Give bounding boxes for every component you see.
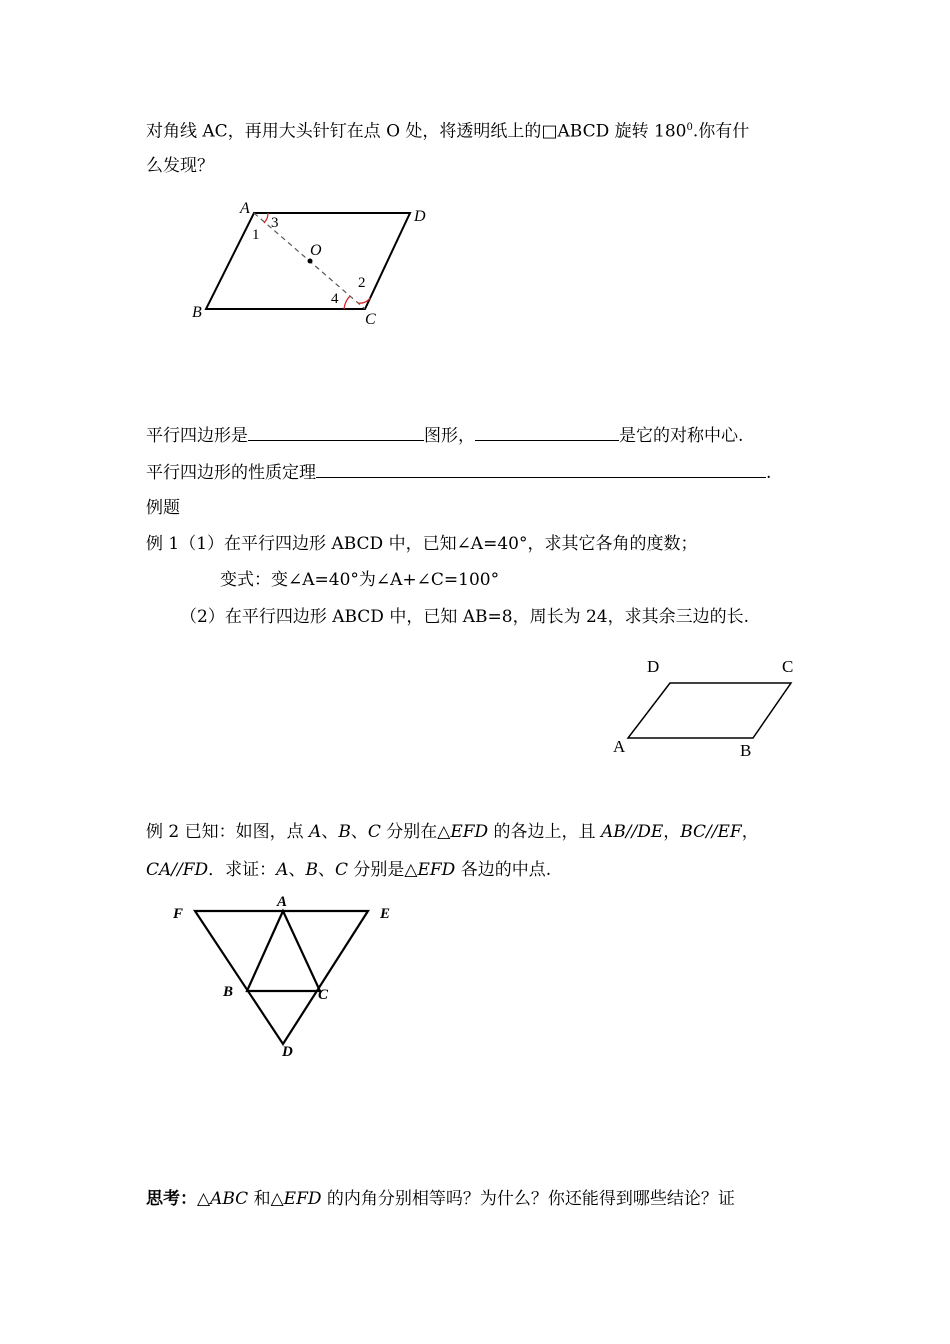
intro-line-1 [146, 116, 749, 144]
triangle-abc-outline [247, 911, 320, 991]
label-c-3: C [318, 987, 329, 1003]
ex2-ca-parallel-fd: CA//FD [146, 860, 209, 880]
example-1-part-1: 例 1（1）在平行四边形 ABCD 中，已知∠A=40°，求其它各角的度数； [146, 534, 698, 554]
think-text-2: 和△ [248, 1189, 284, 1209]
ex2-point-c: C [367, 822, 381, 842]
ex2-point-b-2: B [305, 860, 318, 880]
intro-text-b: ABCD 旋转 180 [557, 121, 687, 142]
answer-blank-figure-type[interactable] [248, 422, 424, 441]
ex2-text-6: ．求证： [208, 860, 277, 880]
ex2-point-a: A [309, 822, 322, 842]
parallelogram-outline-2 [628, 683, 791, 738]
parallelogram-symbol: □ [541, 121, 558, 142]
fill-text-1a: 平行四边形是 [146, 426, 248, 446]
ex2-triangle-efd-2: EFD [417, 860, 456, 880]
ex2-triangle-efd: EFD [450, 822, 489, 842]
angle-label-3: 3 [271, 215, 279, 231]
examples-heading: 例题 [146, 498, 180, 518]
intro-line-2: 么发现？ [146, 156, 214, 176]
ex2-sep-3: 、 [288, 860, 306, 880]
ex2-text-3: 的各边上，且 [488, 822, 601, 842]
think-label: 思考： [146, 1189, 197, 1209]
label-d-3: D [282, 1044, 293, 1060]
ex2-text-7: 分别是△ [347, 860, 418, 880]
think-triangle-efd: EFD [283, 1189, 322, 1209]
label-c: C [365, 311, 376, 328]
ex2-text-1: 例 2 已知：如图，点 [146, 822, 310, 842]
label-f-3: F [173, 906, 184, 922]
ex2-sep-1: 、 [321, 822, 339, 842]
example-1-part-2: （2）在平行四边形 ABCD 中，已知 AB=8，周长为 24，求其余三边的长. [180, 607, 750, 627]
answer-blank-property-theorem[interactable] [316, 459, 766, 478]
angle-label-1: 1 [252, 227, 260, 243]
ex2-text-2: 分别在△ [380, 822, 451, 842]
figure-parallelogram-abcd-rotation [180, 195, 450, 330]
triangle-efd-outline [195, 911, 368, 1044]
think-text-3: 的内角分别相等吗？为什么？你还能得到哪些结论？证 [321, 1189, 735, 1209]
label-a: A [240, 200, 250, 217]
fill-text-1c: 是它的对称中心. [619, 426, 744, 446]
fill-text-1b: 图形， [424, 426, 475, 446]
intro-text-a: 对角线 AC，再用大头针钉在点 O 处，将透明纸上的 [146, 121, 542, 142]
think-text-1: △ [197, 1189, 211, 1209]
example-2-line-1 [146, 820, 759, 844]
ex2-bc-parallel-ef: BC//EF [680, 822, 742, 842]
degree-superscript: 0 [686, 122, 693, 133]
angle-mark-a [264, 213, 268, 223]
fill-sentence-1 [146, 422, 743, 448]
figure-parallelogram-abcd [608, 652, 808, 764]
answer-blank-symmetry-center[interactable] [475, 422, 619, 441]
center-point-o [308, 259, 313, 264]
label-b: B [192, 304, 202, 321]
ex2-text-4: ， [663, 822, 681, 842]
fill-text-2b: . [766, 463, 772, 483]
ex2-point-b: B [338, 822, 351, 842]
ex2-sep-2: 、 [350, 822, 368, 842]
label-c-2: C [782, 657, 794, 676]
figure-triangle-efd [165, 890, 405, 1065]
think-question [146, 1187, 735, 1211]
label-b-2: B [740, 741, 752, 760]
intro-text-c: .你有什 [692, 121, 750, 142]
ex2-ab-parallel-de: AB//DE [600, 822, 664, 842]
label-d: D [414, 208, 426, 225]
fill-sentence-2 [146, 459, 771, 485]
label-o: O [310, 242, 322, 259]
ex2-text-5: ， [741, 822, 759, 842]
label-d-2: D [647, 657, 660, 676]
angle-label-2: 2 [358, 275, 366, 291]
label-a-2: A [613, 737, 626, 756]
example-2-line-2 [146, 858, 551, 882]
example-1-variant: 变式：变∠A=40°为∠A+∠C=100° [220, 570, 500, 590]
think-triangle-abc: ABC [210, 1189, 249, 1209]
ex2-sep-4: 、 [317, 860, 335, 880]
fill-text-2a: 平行四边形的性质定理 [146, 463, 316, 483]
label-e-3: E [380, 906, 391, 922]
label-a-3: A [277, 894, 288, 910]
label-b-3: B [223, 984, 234, 1000]
ex2-text-8: 各边的中点. [455, 860, 552, 880]
ex2-point-c-2: C [334, 860, 348, 880]
ex2-point-a-2: A [276, 860, 289, 880]
angle-label-4: 4 [331, 291, 339, 307]
